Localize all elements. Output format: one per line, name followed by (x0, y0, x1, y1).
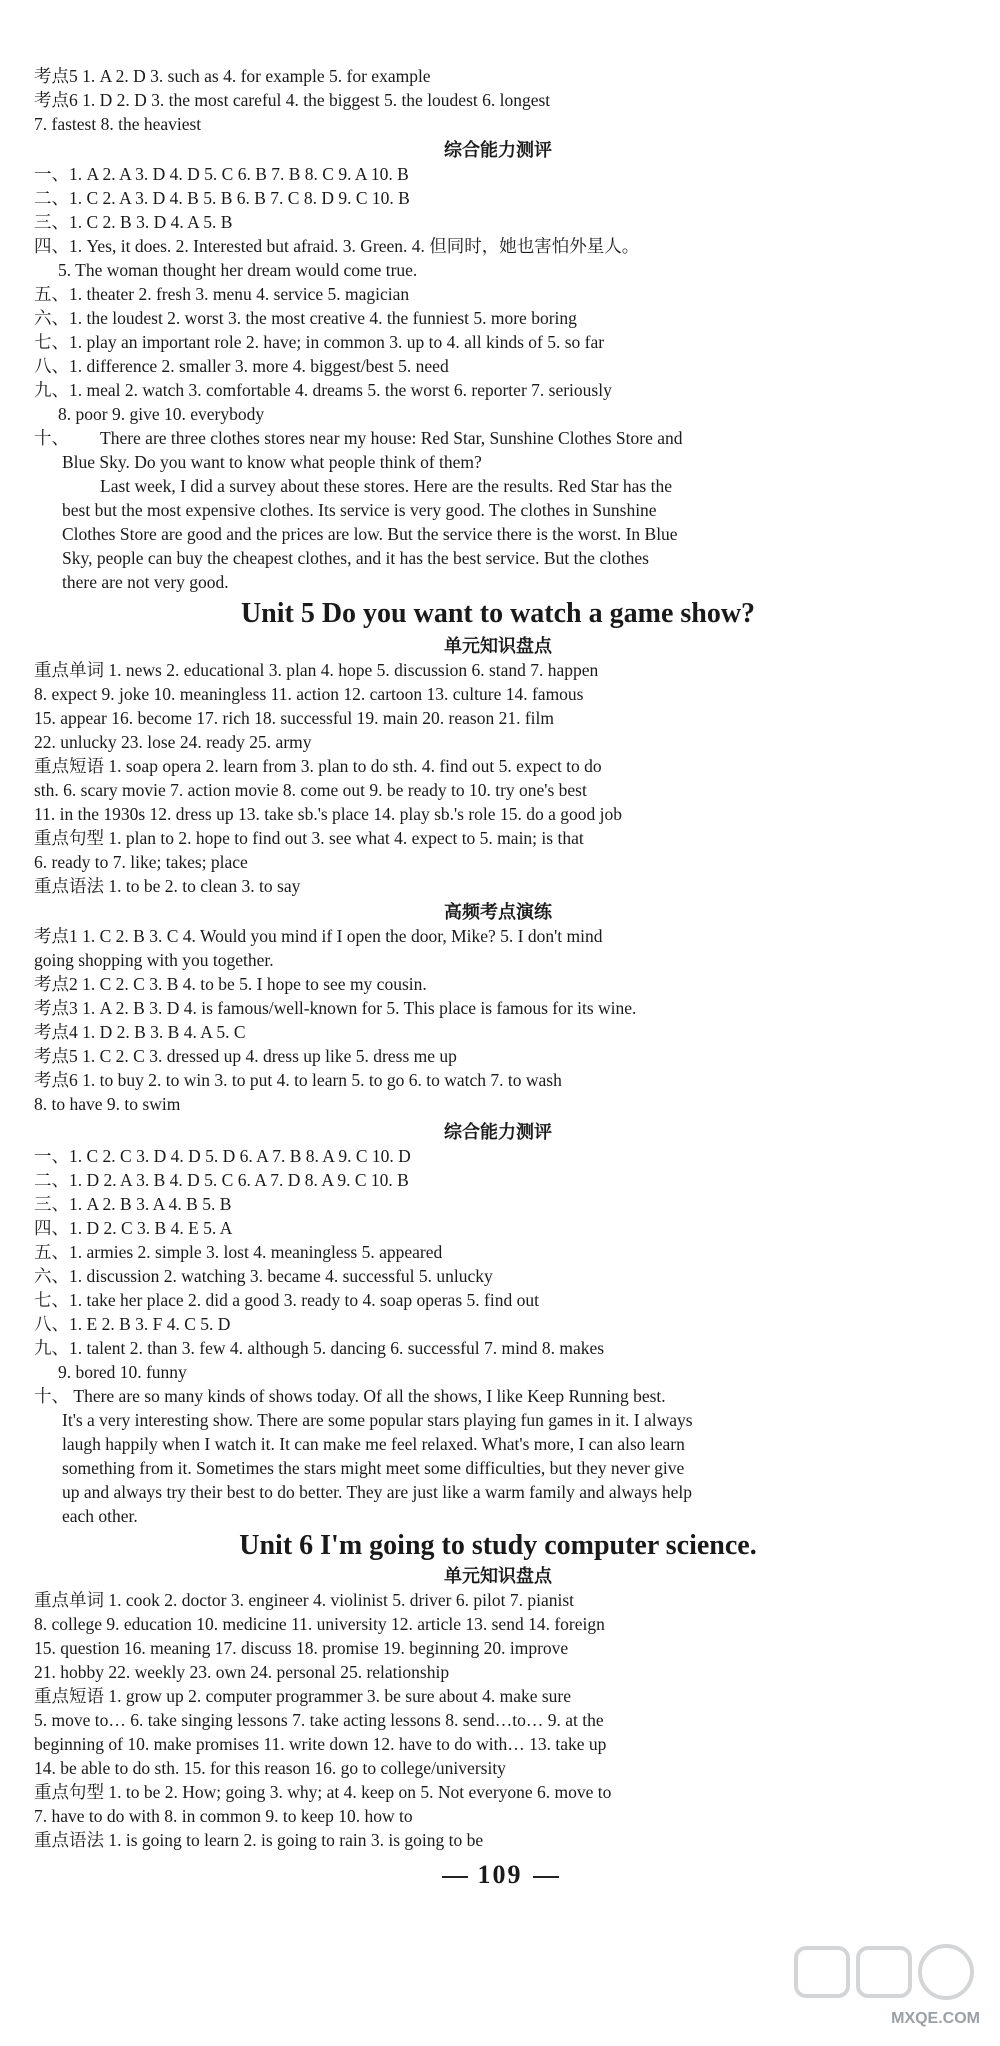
essay-line: There are three clothes stores near my house: Red Star, Sunshine Clothes Store and (100, 428, 683, 448)
text-line: 重点单词 1. cook 2. doctor 3. engineer 4. violinist 5. driver 6. pilot 7. pianist (34, 1590, 574, 1610)
essay-line: laugh happily when I watch it. It can make me feel relaxed. What's more, I can also learn (62, 1434, 685, 1454)
essay-line: there are not very good. (62, 572, 229, 592)
essay-line: Last week, I did a survey about these stores. Here are the results. Red Star has the (100, 476, 672, 496)
text-line: 5. The woman thought her dream would come true. (58, 260, 418, 280)
text-line: 重点句型 1. plan to 2. hope to find out 3. see what 4. expect to 5. main; is that (34, 828, 584, 848)
unit-title: Unit 6 I'm going to study computer science. (239, 1530, 757, 1561)
watermark-box-1 (796, 1948, 848, 1996)
essay-line: best but the most expensive clothes. Its service is very good. The clothes in Sunshine (62, 500, 657, 520)
text-line: 四、1. Yes, it does. 2. Interested but afraid. 3. Green. 4. 但同时，她也害怕外星人。 (34, 236, 640, 256)
essay-line: It's a very interesting show. There are some popular stars playing fun games in it. I always (62, 1410, 693, 1430)
text-line: 重点语法 1. is going to learn 2. is going to rain 3. is going to be (34, 1830, 484, 1850)
text-line: 重点单词 1. news 2. educational 3. plan 4. hope 5. discussion 6. stand 7. happen (34, 660, 599, 680)
text-line: 15. question 16. meaning 17. discuss 18. promise 19. beginning 20. improve (34, 1638, 569, 1658)
unit-title: Unit 5 Do you want to watch a game show? (240, 598, 756, 629)
text-line: 8. poor 9. give 10. everybody (58, 404, 265, 424)
text-line: 一、1. A 2. A 3. D 4. D 5. C 6. B 7. B 8. C 9. A 10. B (34, 164, 409, 184)
text-line: beginning of 10. make promises 11. write down 12. have to do with… 13. take up (34, 1734, 607, 1754)
text-line: sth. 6. scary movie 7. action movie 8. come out 9. be ready to 10. try one's best (34, 780, 587, 800)
essay-line: 十、 There are so many kinds of shows today. Of all the shows, I like Keep Running best. (34, 1386, 666, 1406)
text-line: 六、1. discussion 2. watching 3. became 4. successful 5. unlucky (34, 1266, 493, 1286)
text-line: 考点5 1. A 2. D 3. such as 4. for example 5. for example (34, 66, 431, 86)
text-line: 21. hobby 22. weekly 23. own 24. personal 25. relationship (34, 1662, 450, 1682)
essay-line: Blue Sky. Do you want to know what people think of them? (62, 452, 482, 472)
text-line: 8. expect 9. joke 10. meaningless 11. action 12. cartoon 13. culture 14. famous (34, 684, 584, 704)
text-line: 考点4 1. D 2. B 3. B 4. A 5. C (34, 1022, 246, 1042)
text-line: 22. unlucky 23. lose 24. ready 25. army (34, 732, 312, 752)
page-number (0, 1860, 1000, 1890)
essay-line: something from it. Sometimes the stars might meet some difficulties, but they never give (62, 1458, 685, 1478)
text-line: 6. ready to 7. like; takes; place (34, 852, 248, 872)
text-line: 5. move to… 6. take singing lessons 7. take acting lessons 8. send…to… 9. at the (34, 1710, 604, 1730)
text-line: 11. in the 1930s 12. dress up 13. take sb.'s place 14. play sb.'s role 15. do a good job (34, 804, 622, 824)
section-label: 十、 (34, 428, 69, 448)
text-line: 考点5 1. C 2. C 3. dressed up 4. dress up like 5. dress me up (34, 1046, 457, 1066)
text-line: 7. fastest 8. the heaviest (34, 114, 202, 134)
text-line: 九、1. talent 2. than 3. few 4. although 5. dancing 6. successful 7. mind 8. makes (34, 1338, 605, 1358)
text-line: 八、1. E 2. B 3. F 4. C 5. D (34, 1314, 231, 1334)
section-heading: 单元知识盘点 (444, 636, 552, 656)
text-line: 七、1. take her place 2. did a good 3. ready to 4. soap operas 5. find out (34, 1290, 539, 1310)
section-heading: 高频考点演练 (444, 902, 552, 922)
watermark-text: MXQE.COM (891, 2010, 980, 2027)
essay-line: Clothes Store are good and the prices are low. But the service there is the worst. In Blue (62, 524, 678, 544)
text-line: 九、1. meal 2. watch 3. comfortable 4. dreams 5. the worst 6. reporter 7. seriously (34, 380, 612, 400)
text-line: 重点语法 1. to be 2. to clean 3. to say (34, 876, 301, 896)
section-heading: 单元知识盘点 (444, 1566, 552, 1586)
text-line: 六、1. the loudest 2. worst 3. the most creative 4. the funniest 5. more boring (34, 308, 577, 328)
page-number-text: 109 (477, 1860, 523, 1889)
essay-line: up and always try their best to do better. They are just like a warm family and always help (62, 1482, 692, 1502)
text-line: 三、1. A 2. B 3. A 4. B 5. B (34, 1194, 232, 1214)
text-line: 重点短语 1. soap opera 2. learn from 3. plan to do sth. 4. find out 5. expect to do (34, 756, 602, 776)
text-line: 考点2 1. C 2. C 3. B 4. to be 5. I hope to see my cousin. (34, 974, 427, 994)
text-line: 9. bored 10. funny (58, 1362, 187, 1382)
text-line: 8. college 9. education 10. medicine 11. university 12. article 13. send 14. foreign (34, 1614, 605, 1634)
text-line: going shopping with you together. (34, 950, 274, 970)
text-line: 8. to have 9. to swim (34, 1094, 181, 1114)
dash-right (533, 1876, 559, 1878)
section-heading: 综合能力测评 (444, 1122, 552, 1142)
text-line: 一、1. C 2. C 3. D 4. D 5. D 6. A 7. B 8. A 9. C 10. D (34, 1146, 411, 1166)
text-line: 14. be able to do sth. 15. for this reason 16. go to college/university (34, 1758, 506, 1778)
dash-left (442, 1876, 468, 1878)
text-line: 重点句型 1. to be 2. How; going 3. why; at 4. keep on 5. Not everyone 6. move to (34, 1782, 612, 1802)
text-line: 五、1. theater 2. fresh 3. menu 4. service 5. magician (34, 284, 410, 304)
text-line: 重点短语 1. grow up 2. computer programmer 3. be sure about 4. make sure (34, 1686, 572, 1706)
text-line: 7. have to do with 8. in common 9. to keep 10. how to (34, 1806, 413, 1826)
text-line: 五、1. armies 2. simple 3. lost 4. meaningless 5. appeared (34, 1242, 443, 1262)
text-line: 考点3 1. A 2. B 3. D 4. is famous/well-known for 5. This place is famous for its wine. (34, 998, 637, 1018)
text-line: 15. appear 16. become 17. rich 18. successful 19. main 20. reason 21. film (34, 708, 555, 728)
watermark-box-2 (858, 1948, 910, 1996)
text-line: 七、1. play an important role 2. have; in common 3. up to 4. all kinds of 5. so far (34, 332, 605, 352)
text-line: 四、1. D 2. C 3. B 4. E 5. A (34, 1218, 233, 1238)
text-line: 八、1. difference 2. smaller 3. more 4. biggest/best 5. need (34, 356, 449, 376)
text-line: 二、1. C 2. A 3. D 4. B 5. B 6. B 7. C 8. D 9. C 10. B (34, 188, 410, 208)
text-line: 考点1 1. C 2. B 3. C 4. Would you mind if I open the door, Mike? 5. I don't mind (34, 926, 603, 946)
text-line: 三、1. C 2. B 3. D 4. A 5. B (34, 212, 233, 232)
text-line: 考点6 1. to buy 2. to win 3. to put 4. to learn 5. to go 6. to watch 7. to wash (34, 1070, 562, 1090)
text-line: 二、1. D 2. A 3. B 4. D 5. C 6. A 7. D 8. A 9. C 10. B (34, 1170, 409, 1190)
text-line: 考点6 1. D 2. D 3. the most careful 4. the biggest 5. the loudest 6. longest (34, 90, 551, 110)
watermark-circle (920, 1946, 972, 1998)
section-heading: 综合能力测评 (444, 140, 552, 160)
essay-line: each other. (62, 1506, 138, 1526)
essay-line: Sky, people can buy the cheapest clothes, and it has the best service. But the clothes (62, 548, 649, 568)
